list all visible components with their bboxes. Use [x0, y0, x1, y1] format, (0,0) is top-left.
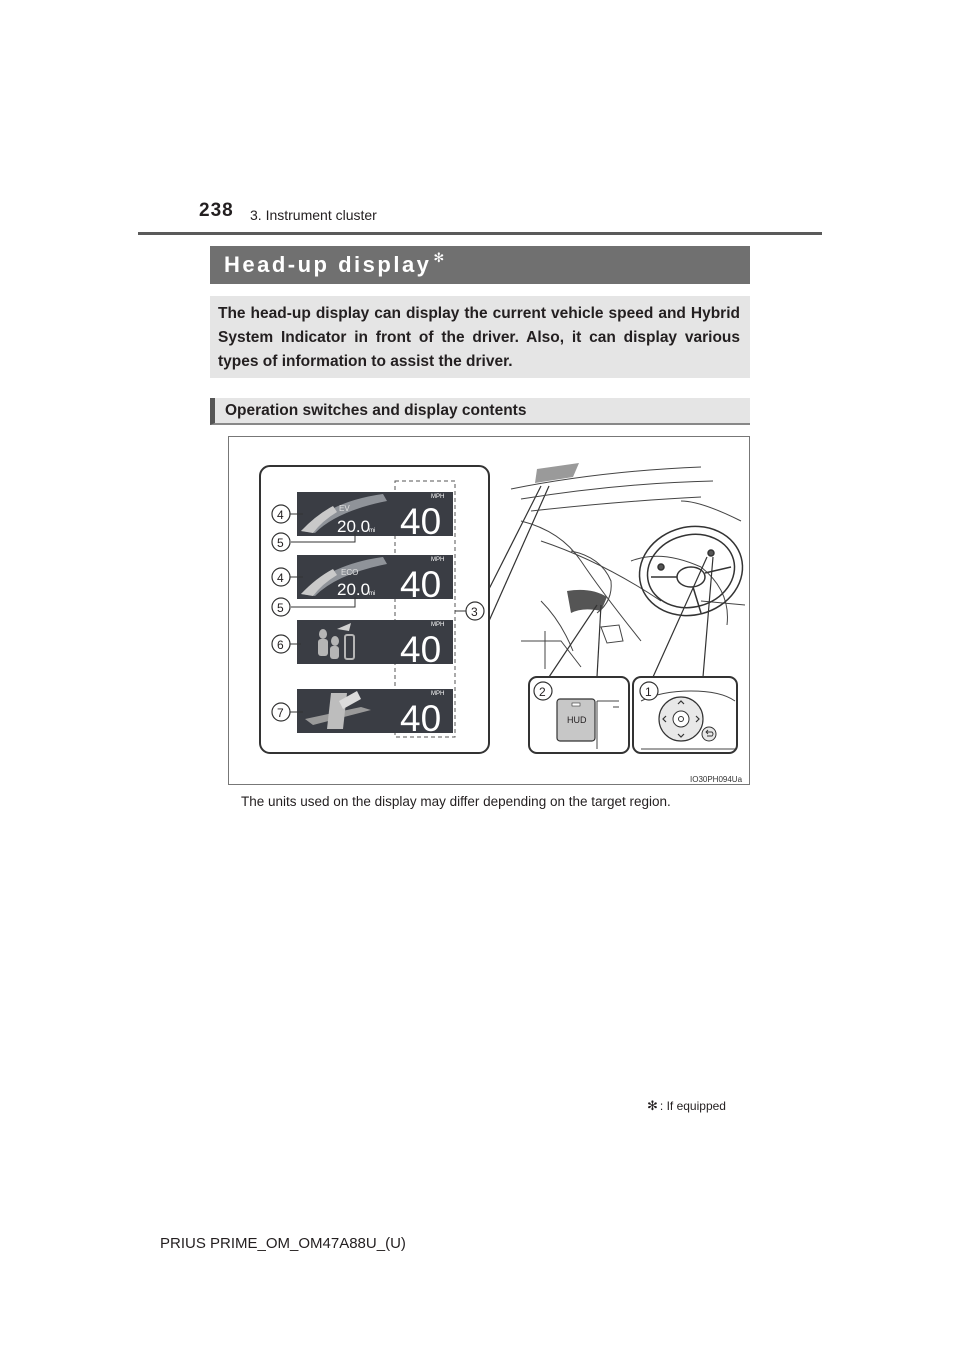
- svg-text:3: 3: [471, 605, 478, 619]
- eco-mode-label: ECO: [341, 568, 359, 577]
- callout-6: [272, 635, 290, 653]
- intro-box: [210, 296, 750, 378]
- speed-4: 40: [400, 698, 442, 739]
- inset-leader-lines: [549, 557, 713, 677]
- page-title-text: Head-up display: [224, 252, 432, 277]
- svg-text:4: 4: [277, 571, 284, 585]
- subheading-text: Operation switches and display contents: [225, 402, 527, 419]
- intro-text: The head-up display can display the current vehicle speed and Hybrid System Indicator in front of the driver. Also, it can display various types of information to assist the driver.: [218, 305, 740, 370]
- speed-unit-3: MPH: [431, 622, 445, 628]
- callout-5a: [272, 533, 290, 551]
- callout-4b: [272, 568, 290, 586]
- eco-distance: 20.0: [337, 580, 371, 599]
- ev-distance-unit: mi: [369, 528, 376, 534]
- hud-switch-indicator: [572, 703, 580, 706]
- svg-text:7: 7: [277, 706, 284, 720]
- svg-text:4: 4: [277, 508, 284, 522]
- speed-2: 40: [400, 564, 442, 605]
- svg-text:2: 2: [539, 685, 546, 699]
- page-title: [224, 252, 447, 278]
- callout-7: [272, 703, 290, 721]
- svg-text:6: 6: [277, 638, 284, 652]
- header-rule: [138, 232, 822, 235]
- footnote-asterisk: ✻: [647, 1098, 658, 1113]
- document-id: PRIUS PRIME_OM_OM47A88U_(U): [160, 1235, 406, 1252]
- back-button: [702, 727, 716, 741]
- page-number: 238: [199, 200, 234, 221]
- hud-switch-label: HUD: [567, 715, 587, 725]
- subheading-bar: [210, 398, 750, 425]
- footnote-text: : If equipped: [659, 1099, 726, 1113]
- svg-text:5: 5: [277, 536, 284, 550]
- callout-4a: [272, 505, 290, 523]
- callout-5b: [272, 598, 290, 616]
- title-bar: [210, 246, 750, 284]
- hud-figure: [228, 436, 750, 785]
- if-equipped-asterisk: ✻: [433, 250, 447, 265]
- speed-unit-4: MPH: [431, 691, 445, 697]
- section-title: 3. Instrument cluster: [250, 207, 377, 223]
- svg-text:5: 5: [277, 601, 284, 615]
- eco-distance-unit: mi: [369, 591, 376, 597]
- speed-1: 40: [400, 501, 442, 542]
- callout-2: [534, 682, 552, 700]
- speed-3: 40: [400, 629, 442, 670]
- speed-unit-2: MPH: [431, 557, 445, 563]
- figure-caption: The units used on the display may differ depending on the target region.: [241, 794, 671, 809]
- footnote: [647, 1098, 726, 1114]
- svg-text:1: 1: [645, 685, 652, 699]
- ev-distance: 20.0: [337, 517, 371, 536]
- ev-mode-label: EV: [339, 504, 350, 513]
- hud-illustration: [229, 437, 749, 784]
- steering-wheel-icon: [629, 515, 749, 627]
- callout-1: [640, 682, 658, 700]
- ok-button: [673, 711, 689, 727]
- projection-lines: [489, 486, 549, 621]
- callout-leaders: [290, 514, 466, 712]
- callout-3: [466, 602, 484, 620]
- figure-id: IO30PH094Ua: [690, 775, 743, 784]
- speed-unit-1: MPH: [431, 494, 445, 500]
